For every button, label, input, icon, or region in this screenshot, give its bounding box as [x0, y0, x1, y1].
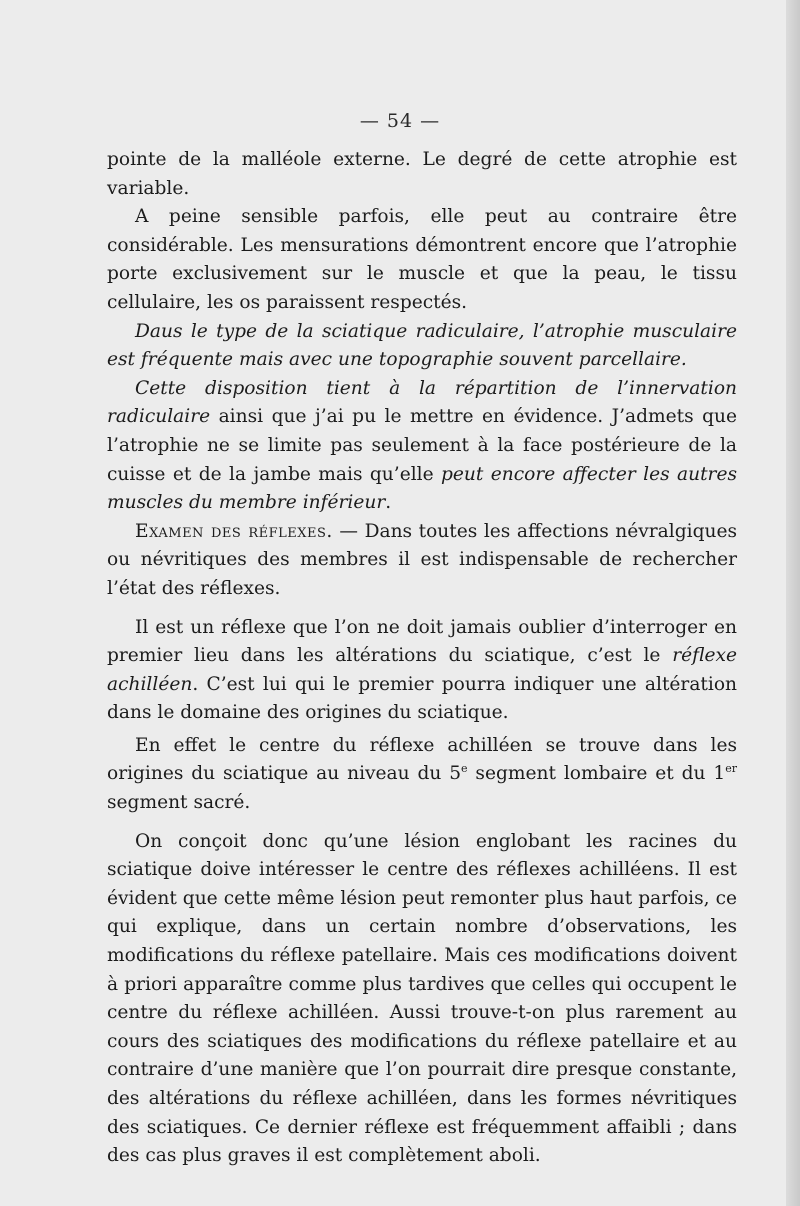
paragraph-7-sup-2: er — [725, 762, 737, 776]
paragraph-4-mid: ainsi que j’ai pu le mettre en évidence. J’admets que l’atrophie ne se limite pas seulement à la face postérieure de la cuisse et de la jambe mais qu’elle — [107, 406, 737, 485]
paragraph-4-italic-tail: peut encore affecter les autres muscles du membre inférieur — [107, 463, 737, 514]
paragraph-1: pointe de la malléole externe. Le degré de cette atrophie est variable. — [107, 149, 737, 199]
paragraph-7 — [107, 732, 737, 818]
paragraph-5-text: — Dans toutes les affections névralgiques ou névritiques des membres il est indispensable de rechercher l’état des réflexes. — [107, 520, 737, 599]
paragraph-6-b: . C’est lui qui le premier pourra indiquer une altération dans le domaine des origines du sciatique. — [107, 673, 737, 724]
body-text — [107, 146, 737, 1171]
page-number: — 54 — — [359, 110, 441, 132]
section-heading-reflexes: Examen des réflexes. — [135, 520, 333, 542]
paragraph-7-b: segment lombaire et du 1 — [467, 763, 726, 785]
paragraph-7-c: segment sacré. — [107, 792, 251, 814]
paragraph-4 — [107, 375, 737, 518]
paragraph-6-italic: réflexe achilléen — [107, 645, 737, 695]
page-edge-shadow — [786, 0, 800, 1206]
paragraph-4-italic-lead: Cette disposition tient à la répartition de l’innervation radiculaire — [107, 377, 737, 428]
paragraph-3-italic: Daus le type de la sciatique radiculaire, l’atrophie musculaire est fréquente mais avec une topographie souvent parcellaire. — [107, 320, 737, 371]
paragraph-7-a: En effet le centre du réflexe achilléen se trouve dans les origines du sciatique au niveau du 5 — [107, 734, 737, 785]
paragraph-7-sup-1: e — [461, 762, 468, 776]
paragraph-8: On conçoit donc qu’une lésion englobant les racines du sciatique doive intéresser le centre des réflexes achilléens. Il est évident que cette même lésion peut remonter plus haut parfois, ce qui explique, dans un certain nombre d’observations, les modifications du réflexe patellaire. Mais ces modifications doivent à priori apparaître comme plus tardives que celles qui occupent le centre du réflexe achilléen. Aussi trouve-t-on plus rarement au cours des sciatiques des modifications du réflexe patellaire et au contraire d’une manière que l’on pourrait dire presque constante, des altérations du réflexe achilléen, dans les formes névritiques des sciatiques. Ce dernier réflexe est fréquemment affaibli ; dans des cas plus graves il est complètement aboli. — [107, 830, 737, 1167]
paragraph-2: A peine sensible parfois, elle peut au contraire être considérable. Les mensurations démontrent encore que l’atrophie porte exclusivement sur le muscle et que la peau, le tissu cellulaire, les os paraissent respectés. — [107, 206, 737, 313]
paragraph-4-end: . — [385, 492, 392, 514]
paragraph-6 — [107, 614, 737, 728]
paragraph-5 — [107, 518, 737, 604]
paragraph-6-a: Il est un réflexe que l’on ne doit jamais oublier d’interroger en premier lieu dans les altérations du sciatique, c’est le — [107, 616, 737, 667]
